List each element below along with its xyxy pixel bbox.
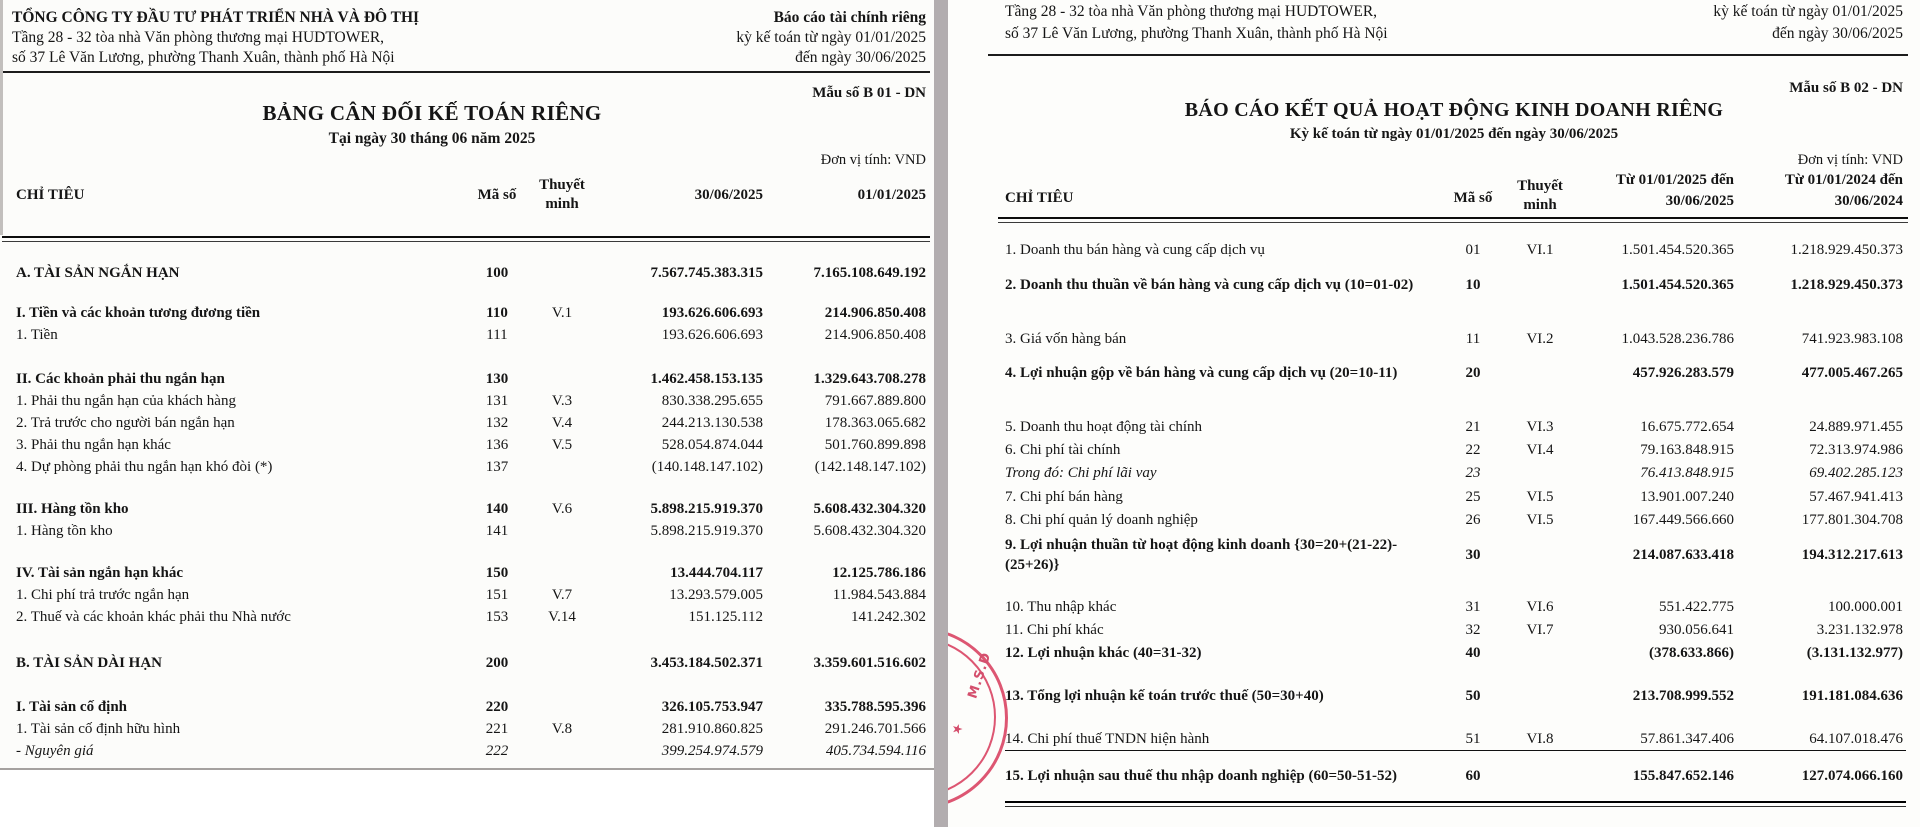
row-note: VI.1 (1526, 241, 1554, 258)
row-value-col2: 127.074.066.160 (1801, 768, 1903, 784)
row-code: 141 (485, 522, 509, 539)
row-value-col1: 1.462.458.153.135 (650, 370, 763, 387)
row-note: VI.2 (1526, 330, 1554, 347)
table-row (0, 696, 934, 717)
row-value-col2: 477.005.467.265 (1801, 365, 1903, 381)
table-row (948, 438, 1920, 461)
page-subtitle: Tại ngày 30 tháng 06 năm 2025 (328, 130, 536, 147)
row-code: 137 (485, 458, 509, 475)
row-note: V.1 (551, 304, 573, 321)
row-note: V.6 (551, 500, 573, 517)
table-row (0, 368, 934, 389)
row-value-col1: 193.626.606.693 (661, 326, 763, 343)
row-label: 12. Lợi nhuận khác (40=31-32) (1005, 644, 1202, 661)
row-note: V.14 (548, 608, 576, 625)
row-code: 23 (1465, 464, 1481, 481)
row-value-col1: 5.898.215.919.370 (650, 522, 763, 539)
column-header-col1: 30/06/2025 (694, 187, 763, 203)
page-title: BẢNG CÂN ĐỐI KẾ TOÁN RIÊNG (262, 101, 602, 125)
row-note: VI.7 (1526, 621, 1554, 638)
table-row (0, 302, 934, 323)
row-label: 1. Hàng tồn kho (16, 522, 113, 539)
table-row (948, 238, 1920, 261)
row-code: 26 (1465, 511, 1481, 528)
row-label: 1. Doanh thu bán hàng và cung cấp dịch vụ (1005, 241, 1265, 258)
table-row (948, 532, 1920, 578)
row-value-col1: 528.054.874.044 (661, 436, 763, 453)
row-value-col1: 399.254.974.579 (661, 742, 763, 759)
row-value-col1: 326.105.753.947 (661, 698, 763, 715)
row-label: 15. Lợi nhuận sau thuế thu nhập doanh nghiệp (60=50-51-52) (1005, 768, 1397, 784)
row-value-col2: (142.148.147.102) (814, 458, 926, 475)
report-period-line2: đến ngày 30/06/2025 (1772, 25, 1903, 42)
row-value-col2: 3.231.132.978 (1816, 621, 1903, 638)
row-value-col1: 1.501.454.520.365 (1621, 277, 1734, 293)
row-value-col2: 214.906.850.408 (824, 304, 926, 321)
row-label: 3. Giá vốn hàng bán (1005, 330, 1127, 347)
row-code: 111 (486, 326, 508, 343)
column-header-item: CHỈ TIÊU (16, 187, 85, 203)
row-value-col2: 24.889.971.455 (1809, 418, 1903, 435)
row-value-col2: 72.313.974.986 (1809, 441, 1903, 458)
row-code: 136 (485, 436, 509, 453)
table-row (948, 350, 1920, 396)
row-code: 11 (1465, 330, 1481, 347)
seal-stamp-star-icon: ★ (948, 720, 968, 739)
row-code: 01 (1465, 241, 1481, 258)
table-row (0, 520, 934, 541)
row-value-col1: 244.213.130.538 (661, 414, 763, 431)
row-value-col1: 76.413.848.915 (1640, 464, 1734, 481)
row-label: 11. Chi phí khác (1005, 621, 1104, 638)
row-label: 9. Lợi nhuận thuần từ hoạt động kinh doanh {30=20+(21-22)-(25+26)} (1005, 537, 1398, 573)
row-code: 60 (1465, 768, 1481, 784)
row-value-col1: 281.910.860.825 (661, 720, 763, 737)
row-value-col1: 1.501.454.520.365 (1621, 241, 1734, 258)
report-header-block (736, 8, 926, 68)
row-value-col2: 1.218.929.450.373 (1790, 241, 1903, 258)
row-value-col2: 1.329.643.708.278 (813, 370, 926, 387)
column-header-col2: Từ 01/01/2024 đến 30/06/2024 (1784, 172, 1903, 209)
row-code: 153 (485, 608, 509, 625)
table-header-rule (2, 236, 930, 242)
row-value-col2: 12.125.786.186 (832, 564, 926, 581)
row-label: IV. Tài sản ngắn hạn khác (16, 564, 184, 581)
row-code: 100 (485, 264, 509, 281)
row-value-col2: 5.608.432.304.320 (813, 500, 926, 517)
table-row (0, 390, 934, 411)
row-value-col1: 457.926.283.579 (1632, 365, 1734, 381)
form-number: Mẫu số B 02 - DN (1789, 80, 1903, 96)
row-code: 221 (485, 720, 509, 737)
table-row (0, 562, 934, 583)
row-code: 40 (1465, 644, 1481, 661)
row-value-col1: 5.898.215.919.370 (650, 500, 763, 517)
row-label: 3. Phải thu ngắn hạn khác (16, 436, 171, 453)
row-label: 1. Chi phí trả trước ngắn hạn (16, 586, 190, 603)
row-code: 22 (1465, 441, 1481, 458)
column-header-code: Mã số (477, 187, 517, 203)
unit-label: Đơn vị tính: VND (1797, 152, 1903, 168)
row-value-col1: 13.444.704.117 (670, 564, 763, 581)
row-code: 50 (1465, 687, 1481, 704)
row-value-col2: 177.801.304.708 (1801, 511, 1903, 528)
table-row (0, 324, 934, 345)
row-label: 2. Trả trước cho người bán ngắn hạn (16, 414, 235, 431)
table-bottom-rule (1005, 801, 1906, 807)
page-scan-divider (934, 0, 948, 827)
company-header-block (12, 8, 419, 68)
pre-total-rule (1005, 750, 1906, 751)
row-code: 222 (485, 742, 509, 759)
report-type-label: Báo cáo tài chính riêng (773, 9, 926, 26)
row-code: 20 (1465, 365, 1481, 381)
table-row (948, 595, 1920, 618)
row-value-col2: 141.242.302 (851, 608, 926, 625)
row-code: 151 (485, 586, 509, 603)
row-code: 140 (485, 500, 509, 517)
row-note: V.3 (551, 392, 573, 409)
company-address-line1: Tầng 28 - 32 tòa nhà Văn phòng thương mại HUDTOWER, (1005, 3, 1378, 20)
table-row (948, 461, 1920, 484)
row-value-col2: 5.608.432.304.320 (813, 522, 926, 539)
table-row (0, 412, 934, 433)
column-header-note: Thuyết minh (1517, 178, 1563, 213)
row-value-col1: 151.125.112 (688, 608, 763, 625)
row-value-col2: 191.181.084.636 (1801, 687, 1903, 704)
income-statement-page (948, 0, 1920, 827)
company-address-line1: Tầng 28 - 32 tòa nhà Văn phòng thương mại HUDTOWER, (12, 29, 385, 46)
row-value-col2: 64.107.018.476 (1809, 730, 1903, 747)
row-label: 4. Lợi nhuận gộp về bán hàng và cung cấp dịch vụ (20=10-11) (1005, 365, 1398, 381)
row-value-col2: 178.363.065.682 (824, 414, 926, 431)
row-note: V.7 (551, 586, 573, 603)
left-scan-edge (0, 0, 3, 235)
table-row (948, 753, 1920, 799)
row-label: Trong đó: Chi phí lãi vay (1005, 464, 1157, 481)
column-header-col1: Từ 01/01/2025 đến 30/06/2025 (1615, 172, 1734, 209)
row-value-col1: 155.847.652.146 (1632, 768, 1734, 784)
row-value-col1: 7.567.745.383.315 (650, 264, 763, 281)
table-row (0, 434, 934, 455)
row-code: 25 (1465, 488, 1481, 505)
row-code: 10 (1465, 277, 1481, 293)
row-label: 1. Tài sản cố định hữu hình (16, 720, 181, 737)
row-value-col1: 193.626.606.693 (661, 304, 763, 321)
row-label: 6. Chi phí tài chính (1005, 441, 1121, 458)
table-row (948, 684, 1920, 707)
balance-sheet-page (0, 0, 934, 770)
row-label: 7. Chi phí bán hàng (1005, 488, 1123, 505)
row-label: 2. Thuế và các khoản khác phải thu Nhà nước (16, 608, 291, 625)
row-code: 220 (485, 698, 509, 715)
column-header-code: Mã số (1453, 190, 1493, 206)
row-code: 132 (485, 414, 509, 431)
row-label: - Nguyên giá (16, 742, 94, 759)
table-row (948, 641, 1920, 664)
row-code: 32 (1465, 621, 1481, 638)
row-value-col1: 79.163.848.915 (1640, 441, 1734, 458)
table-row (948, 508, 1920, 531)
row-label: 5. Doanh thu hoạt động tài chính (1005, 418, 1203, 435)
row-value-col2: 405.734.594.116 (825, 742, 926, 759)
header-divider-rule (2, 71, 930, 73)
page-title: BÁO CÁO KẾT QUẢ HOẠT ĐỘNG KINH DOANH RIÊNG (1184, 99, 1724, 121)
row-note: V.8 (551, 720, 573, 737)
row-value-col1: 213.708.999.552 (1632, 687, 1734, 704)
table-row (0, 606, 934, 627)
row-label: B. TÀI SẢN DÀI HẠN (16, 654, 163, 671)
page-subtitle: Kỳ kế toán từ ngày 01/01/2025 đến ngày 30/06/2025 (1289, 126, 1619, 142)
row-code: 51 (1465, 730, 1481, 747)
row-label: III. Hàng tồn kho (16, 500, 129, 517)
table-row (948, 415, 1920, 438)
row-value-col1: 3.453.184.502.371 (650, 654, 763, 671)
table-row (948, 327, 1920, 350)
table-row (0, 456, 934, 477)
row-label: II. Các khoản phải thu ngắn hạn (16, 370, 225, 387)
header-divider-rule (988, 54, 1908, 56)
row-note: VI.8 (1526, 730, 1554, 747)
row-label: 13. Tổng lợi nhuận kế toán trước thuế (50=30+40) (1005, 687, 1324, 704)
row-value-col2: 335.788.595.396 (824, 698, 926, 715)
column-header-note: Thuyết minh (539, 177, 585, 212)
row-value-col2: 214.906.850.408 (824, 326, 926, 343)
row-value-col1: 930.056.641 (1659, 621, 1734, 638)
report-period-line1: kỳ kế toán từ ngày 01/01/2025 (1713, 3, 1903, 20)
unit-label: Đơn vị tính: VND (820, 152, 926, 168)
row-value-col2: 1.218.929.450.373 (1790, 277, 1903, 293)
row-note: VI.4 (1526, 441, 1554, 458)
seal-stamp-text: M.S.D (965, 650, 995, 701)
row-code: 110 (486, 304, 508, 321)
row-value-col2: (3.131.132.977) (1806, 644, 1903, 661)
report-period-line2: đến ngày 30/06/2025 (795, 49, 926, 66)
row-note: V.5 (551, 436, 573, 453)
row-value-col1: 551.422.775 (1659, 598, 1734, 615)
row-value-col1: (140.148.147.102) (651, 458, 763, 475)
row-label: I. Tiền và các khoản tương đương tiền (16, 304, 261, 321)
row-value-col2: 100.000.001 (1828, 598, 1903, 615)
row-value-col1: 1.043.528.236.786 (1621, 330, 1734, 347)
row-code: 150 (485, 564, 509, 581)
table-row (948, 485, 1920, 508)
table-row (0, 262, 934, 283)
row-code: 21 (1465, 418, 1481, 435)
row-note: VI.5 (1526, 488, 1554, 505)
row-value-col1: 57.861.347.406 (1640, 730, 1734, 747)
row-label: 14. Chi phí thuế TNDN hiện hành (1005, 730, 1210, 747)
row-note: VI.3 (1526, 418, 1554, 435)
row-note: VI.6 (1526, 598, 1554, 615)
row-note: VI.5 (1526, 511, 1554, 528)
table-header-rule (998, 217, 1908, 223)
row-value-col1: (378.633.866) (1649, 644, 1734, 661)
company-name: TỔNG CÔNG TY ĐẦU TƯ PHÁT TRIỂN NHÀ VÀ ĐÔ THỊ (12, 9, 420, 26)
company-address-line2: số 37 Lê Văn Lương, phường Thanh Xuân, thành phố Hà Nội (1005, 25, 1388, 42)
row-value-col2: 11.984.543.884 (832, 586, 926, 603)
row-note: V.4 (551, 414, 573, 431)
row-label: 1. Tiền (16, 326, 58, 343)
table-row (0, 584, 934, 605)
table-row (948, 262, 1920, 308)
row-value-col1: 16.675.772.654 (1640, 418, 1734, 435)
row-value-col2: 741.923.983.108 (1801, 330, 1903, 347)
row-code: 200 (485, 654, 509, 671)
row-code: 131 (485, 392, 509, 409)
row-label: 10. Thu nhập khác (1005, 598, 1117, 615)
row-code: 30 (1465, 547, 1481, 563)
row-value-col2: 291.246.701.566 (824, 720, 926, 737)
row-label: 8. Chi phí quản lý doanh nghiệp (1005, 511, 1198, 528)
column-header-col2: 01/01/2025 (857, 187, 926, 203)
row-value-col1: 13.901.007.240 (1640, 488, 1734, 505)
row-code: 31 (1465, 598, 1481, 615)
row-value-col2: 57.467.941.413 (1809, 488, 1903, 505)
table-row (0, 718, 934, 739)
table-row (0, 498, 934, 519)
row-value-col1: 13.293.579.005 (669, 586, 763, 603)
row-value-col2: 194.312.217.613 (1801, 547, 1903, 563)
report-period-line1: kỳ kế toán từ ngày 01/01/2025 (736, 29, 926, 46)
row-label: 2. Doanh thu thuần về bán hàng và cung cấp dịch vụ (10=01-02) (1005, 277, 1414, 293)
row-value-col1: 830.338.295.655 (661, 392, 763, 409)
row-value-col2: 3.359.601.516.602 (813, 654, 926, 671)
table-row (0, 740, 934, 761)
column-header-item: CHỈ TIÊU (1005, 190, 1074, 206)
row-value-col1: 167.449.566.660 (1632, 511, 1734, 528)
row-code: 130 (485, 370, 509, 387)
row-label: I. Tài sản cố định (16, 698, 128, 715)
row-label: 1. Phải thu ngắn hạn của khách hàng (16, 392, 236, 409)
row-value-col1: 214.087.633.418 (1632, 547, 1734, 563)
form-number: Mẫu số B 01 - DN (812, 85, 926, 101)
row-label: A. TÀI SẢN NGẮN HẠN (16, 264, 180, 281)
row-value-col2: 69.402.285.123 (1809, 464, 1903, 481)
row-label: 4. Dự phòng phải thu ngắn hạn khó đòi (*) (16, 458, 273, 475)
table-row (948, 618, 1920, 641)
row-value-col2: 791.667.889.800 (824, 392, 926, 409)
row-value-col2: 7.165.108.649.192 (813, 264, 926, 281)
company-address-line2: số 37 Lê Văn Lương, phường Thanh Xuân, thành phố Hà Nội (12, 49, 395, 66)
table-row (0, 652, 934, 673)
table-row (948, 727, 1920, 750)
row-value-col2: 501.760.899.898 (824, 436, 926, 453)
